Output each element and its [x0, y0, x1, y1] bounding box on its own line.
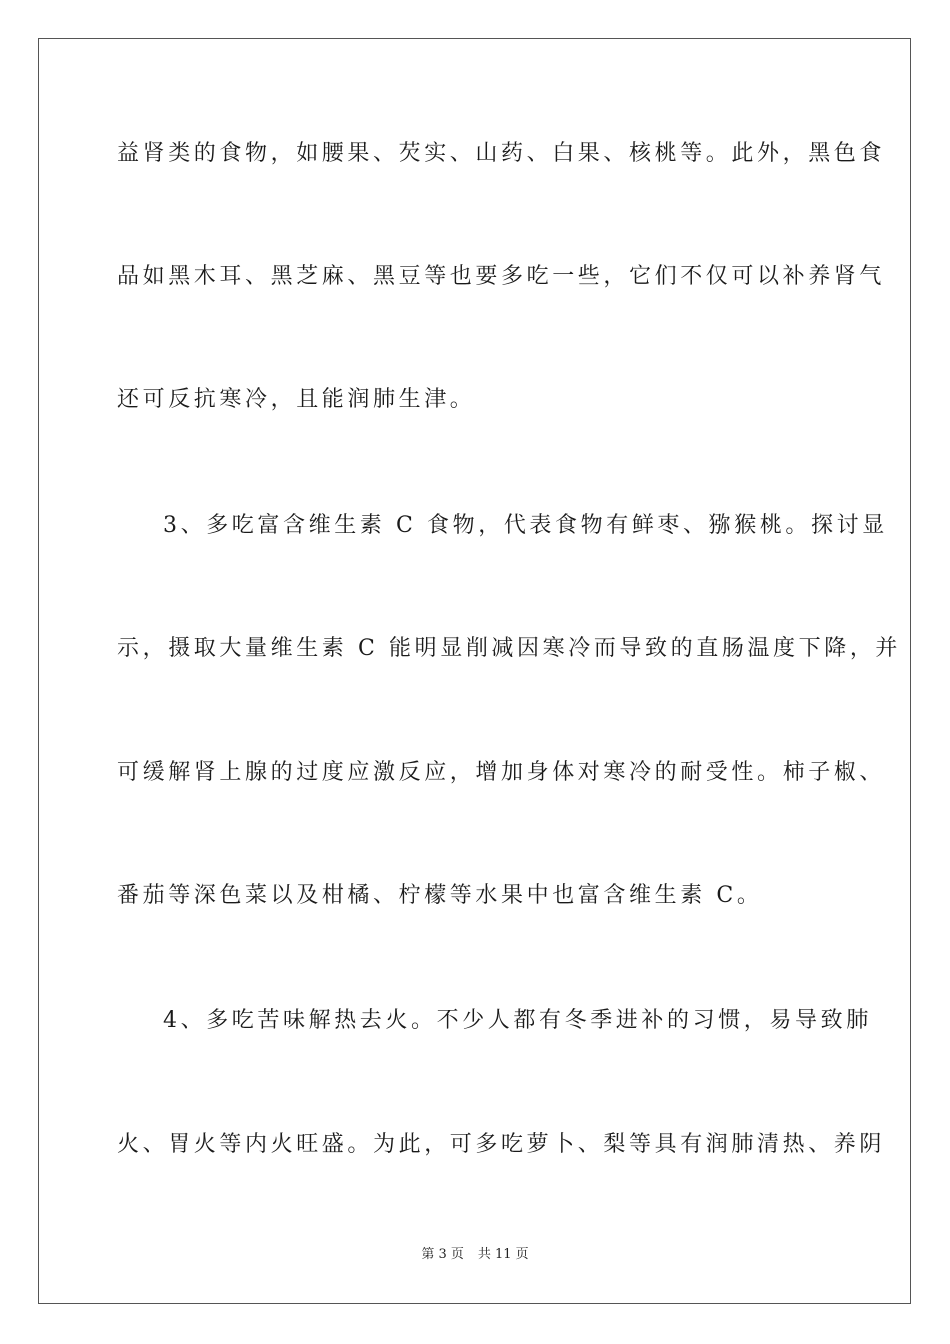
text-line-2: 品如黑木耳、黑芝麻、黑豆等也要多吃一些，它们不仅可以补养肾气	[117, 264, 886, 289]
text-line-4: 3、多吃富含维生素 C 食物，代表食物有鲜枣、猕猴桃。探讨显	[163, 513, 888, 538]
text-line-3: 还可反抗寒冷，且能润肺生津。	[117, 387, 476, 412]
text-line-1: 益肾类的食物，如腰果、芡实、山药、白果、核桃等。此外，黑色食	[117, 141, 886, 166]
page-footer	[0, 1246, 950, 1264]
text-line-9: 火、胃火等内火旺盛。为此，可多吃萝卜、梨等具有润肺清热、养阴	[117, 1132, 886, 1157]
text-line-7: 番茄等深色菜以及柑橘、柠檬等水果中也富含维生素 C。	[117, 883, 763, 908]
page-total: 共 11 页	[477, 1247, 529, 1262]
text-line-5: 示，摄取大量维生素 C 能明显削减因寒冷而导致的直肠温度下降，并	[117, 636, 902, 661]
text-line-6: 可缓解肾上腺的过度应激反应，增加身体对寒冷的耐受性。柿子椒、	[117, 760, 886, 785]
page-border	[38, 38, 911, 1304]
text-line-8: 4、多吃苦味解热去火。不少人都有冬季进补的习惯，易导致肺	[163, 1008, 872, 1033]
page-number: 第 3 页	[421, 1247, 464, 1262]
